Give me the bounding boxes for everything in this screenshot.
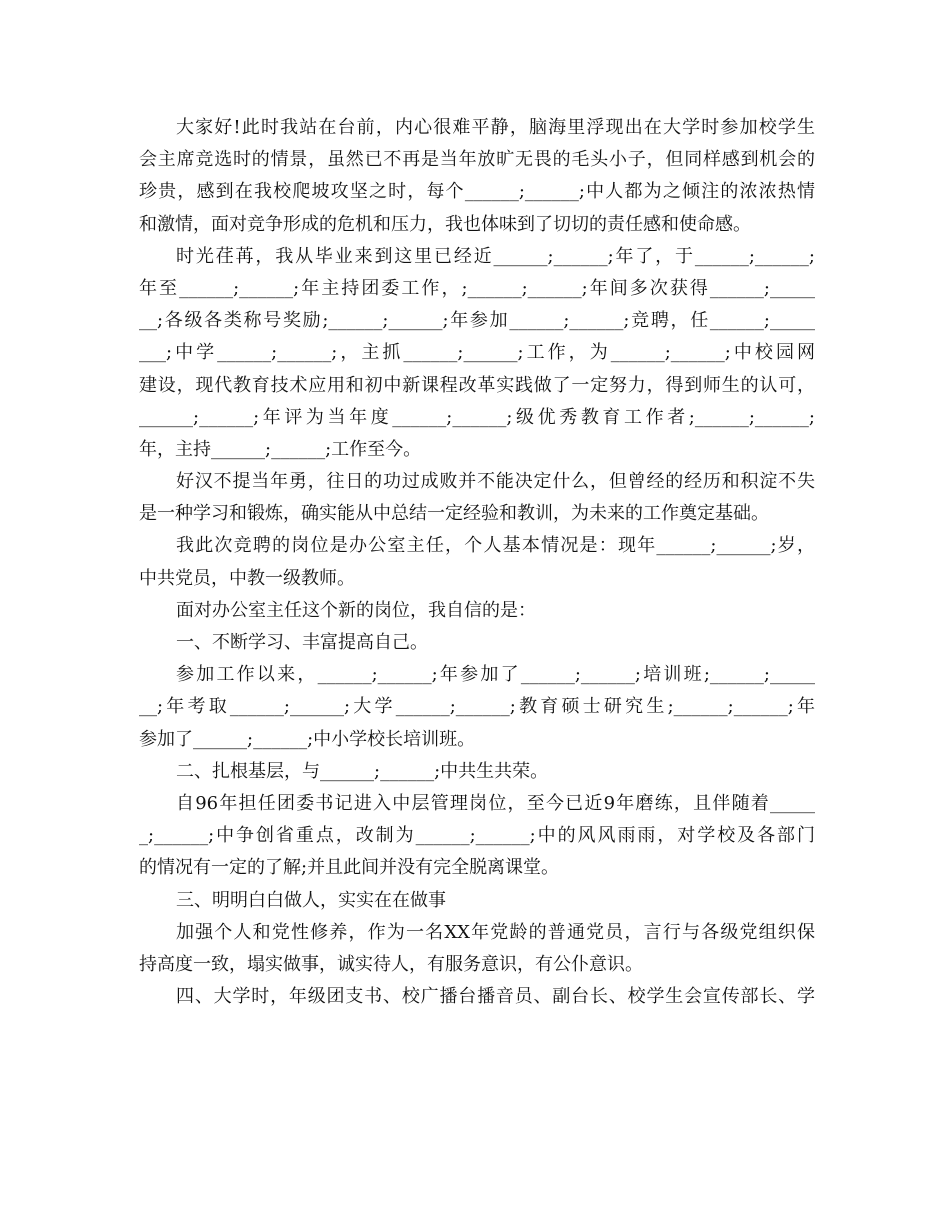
text-line: 面对办公室主任这个新的岗位，我自信的是： xyxy=(176,599,536,621)
text-line: 三、明明白白做人，实实在在做事 xyxy=(176,889,446,911)
text-line: __;年考取______;______;大学______;______;教育硕士研究生;______;______;年 xyxy=(139,696,815,718)
text-line: 年至______;______;年主持团委工作，;______;______;年间多次获得______;_____ xyxy=(139,277,815,299)
text-line: __;各级各类称号奖励;______;______;年参加______;______;竞聘，任______;_____ xyxy=(139,310,815,332)
text-line: 我此次竞聘的岗位是办公室主任，个人基本情况是：现年______;______;岁， xyxy=(176,535,815,557)
text-line: 的情况有一定的了解;并且此间并没有完全脱离课堂。 xyxy=(139,857,560,879)
text-line: 二、扎根基层，与______;______;中共生共荣。 xyxy=(176,760,549,782)
text-line: 时光荏苒，我从毕业来到这里已经近______;______;年了，于______;______; xyxy=(176,245,815,267)
text-line: 参加了______;______;中小学校长培训班。 xyxy=(139,728,476,750)
text-line: 和激情，面对竞争形成的危机和压力，我也体味到了切切的责任感和使命感。 xyxy=(139,213,751,235)
text-line: 是一种学习和锻炼，确实能从中总结一定经验和教训，为未来的工作奠定基础。 xyxy=(139,503,769,525)
text-line: 四、大学时，年级团支书、校广播台播音员、副台长、校学生会宣传部长、学 xyxy=(176,986,815,1008)
text-line: ___;中学______;______;，主抓______;______;工作，为______;______;中校园网 xyxy=(139,342,815,364)
text-line: 一、不断学习、丰富提高自己。 xyxy=(176,632,428,653)
text-line: 参加工作以来，______;______;年参加了______;______;培训班;______;_____ xyxy=(176,664,815,686)
text-line: ______;______;年评为当年度______;______;级优秀教育工作者;______;______; xyxy=(139,406,815,428)
text-line: 大家好!此时我站在台前，内心很难平静，脑海里浮现出在大学时参加校学生 xyxy=(176,117,815,138)
text-line: 中共党员，中教一级教师。 xyxy=(139,567,355,589)
text-line: 好汉不提当年勇，往日的功过成败并不能决定什么，但曾经的经历和积淀不失 xyxy=(176,471,815,493)
document-body xyxy=(139,112,815,1013)
text-line: 持高度一致，塌实做事，诚实待人，有服务意识，有公仆意识。 xyxy=(139,953,643,975)
text-line: _;______;中争创省重点，改制为______;______;中的风风雨雨，对学校及各部门 xyxy=(139,825,815,847)
text-line: 会主席竞选时的情景，虽然已不再是当年放旷无畏的毛头小子，但同样感到机会的 xyxy=(139,149,815,171)
text-line: 珍贵，感到在我校爬坡攻坚之时，每个______;______;中人都为之倾注的浓浓热情 xyxy=(139,181,815,203)
text-line: 加强个人和党性修养，作为一名XX年党龄的普通党员，言行与各级党组织保 xyxy=(176,921,815,943)
text-line: 年，主持______;______;工作至今。 xyxy=(139,438,422,460)
text-line: 自96年担任团委书记进入中层管理岗位，至今已近9年磨练，且伴随着_____ xyxy=(176,792,815,814)
text-line: 建设，现代教育技术应用和初中新课程改革实践做了一定努力，得到师生的认可， xyxy=(139,374,815,396)
